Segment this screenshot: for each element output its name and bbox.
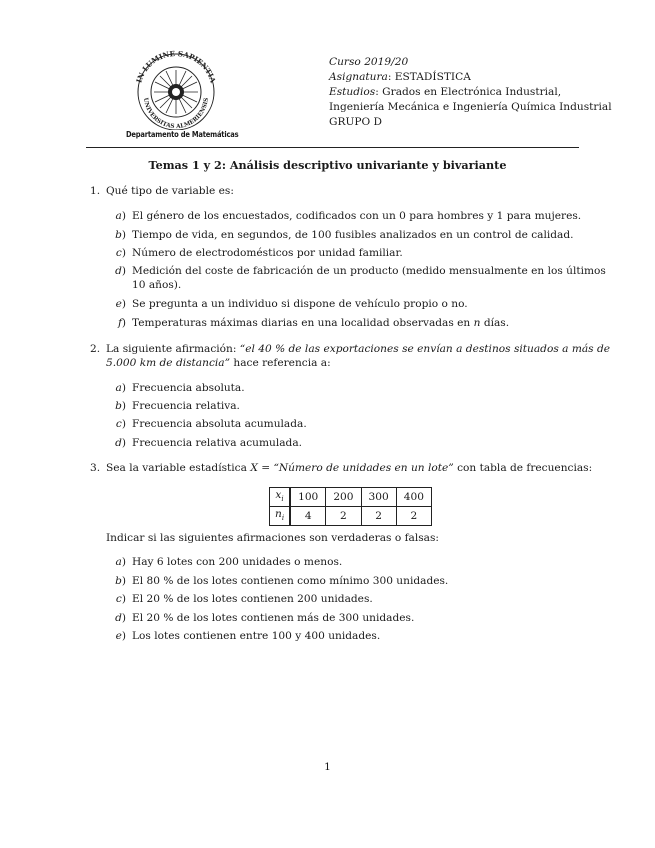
document-title: Temas 1 y 2: Análisis descriptivo univariante y bivariante [148,158,507,172]
row-header-n: $n_i$ [270,507,291,526]
q3-label-b: b) [115,575,126,587]
table-cell: 300 [361,488,396,507]
subject-line: Asignatura: ESTADÍSTICA [329,71,471,83]
question-3-number: 3. [90,462,101,474]
q2-item-b: Frecuencia relativa. [132,400,240,412]
q1-item-e: Se pregunta a un individuo si dispone de vehículo propio o no. [132,298,468,310]
studies-line: Estudios: Grados en Electrónica Industrial, [329,86,562,98]
question-3-instruction: Indicar si las siguientes afirmaciones son verdaderas o falsas: [106,532,439,544]
q1-item-b: Tiempo de vida, en segundos, de 100 fusibles analizados en un control de calidad. [132,229,574,241]
question-3-text: Sea la variable estadística X = “Número de unidades en un lote” con tabla de frecuencias: [106,462,593,474]
q3-label-e: e) [115,630,126,642]
table-cell: 2 [361,507,396,526]
question-1-number: 1. [90,185,101,197]
q3-item-a: Hay 6 lotes con 200 unidades o menos. [132,556,343,568]
table-cell: 2 [396,507,431,526]
row-header-x: $x_i$ [270,488,291,507]
table-cell: 4 [290,507,326,526]
q1-label-e: e) [115,298,126,310]
table-row-n [270,507,432,526]
q3-label-d: d) [115,612,126,624]
q2-label-c: c) [115,418,126,430]
q3-label-a: a) [115,556,126,568]
svg-text:UNIVERSITAS ALMERIENSIS: UNIVERSITAS ALMERIENSIS [141,97,210,130]
question-2-number: 2. [90,343,101,355]
q1-label-a: a) [115,210,126,222]
q2-item-d: Frecuencia relativa acumulada. [132,437,302,449]
q2-label-d: d) [115,437,126,449]
university-seal [126,50,239,142]
q3-item-c: El 20 % de los lotes contienen 200 unidades. [132,593,373,605]
course-info [329,55,612,130]
q1-item-c: Número de electrodomésticos por unidad familiar. [132,247,403,259]
q1-item-f: Temperaturas máximas diarias en una localidad observadas en n días. [132,317,510,329]
q1-item-a: El género de los encuestados, codificados con un 0 para hombres y 1 para mujeres. [132,210,582,222]
q2-label-b: b) [115,400,126,412]
frequency-table [269,487,432,526]
seal-icon [126,50,226,130]
q2-item-c: Frecuencia absoluta acumulada. [132,418,307,430]
q2-label-a: a) [115,382,126,394]
svg-text:IN LUMINE SAPIENTIA: IN LUMINE SAPIENTIA [134,50,218,84]
group-line: GRUPO D [329,116,383,128]
q1-label-d: d) [115,265,126,277]
table-cell: 2 [326,507,361,526]
page-number: 1 [324,761,331,773]
table-cell: 400 [396,488,431,507]
question-2-text-continued: 5.000 km de distancia” hace referencia a: [106,357,331,369]
table-cell: 100 [290,488,326,507]
question-2-text: La siguiente afirmación: “el 40 % de las exportaciones se envían a destinos situados a más de [106,343,611,355]
department-caption: Departamento de Matemáticas [126,130,239,139]
q3-item-e: Los lotes contienen entre 100 y 400 unidades. [132,630,381,642]
q1-label-b: b) [115,229,126,241]
question-1-text: Qué tipo de variable es: [106,185,234,197]
q1-item-d-continued: 10 años). [132,279,182,291]
q3-item-b: El 80 % de los lotes contienen como mínimo 300 unidades. [132,575,449,587]
q1-label-f: f) [117,317,126,329]
table-cell: 200 [326,488,361,507]
q3-item-d: El 20 % de los lotes contienen más de 300 unidades. [132,612,415,624]
table-row-x [270,488,432,507]
q1-label-c: c) [115,247,126,259]
header-rule [86,147,579,148]
q3-label-c: c) [115,593,126,605]
studies-line-2: Ingeniería Mecánica e Ingeniería Química Industrial [329,101,612,113]
q1-item-d: Medición del coste de fabricación de un producto (medido mensualmente en los últimos [132,265,606,277]
course-line: Curso 2019/20 [329,56,409,68]
q2-item-a: Frecuencia absoluta. [132,382,245,394]
